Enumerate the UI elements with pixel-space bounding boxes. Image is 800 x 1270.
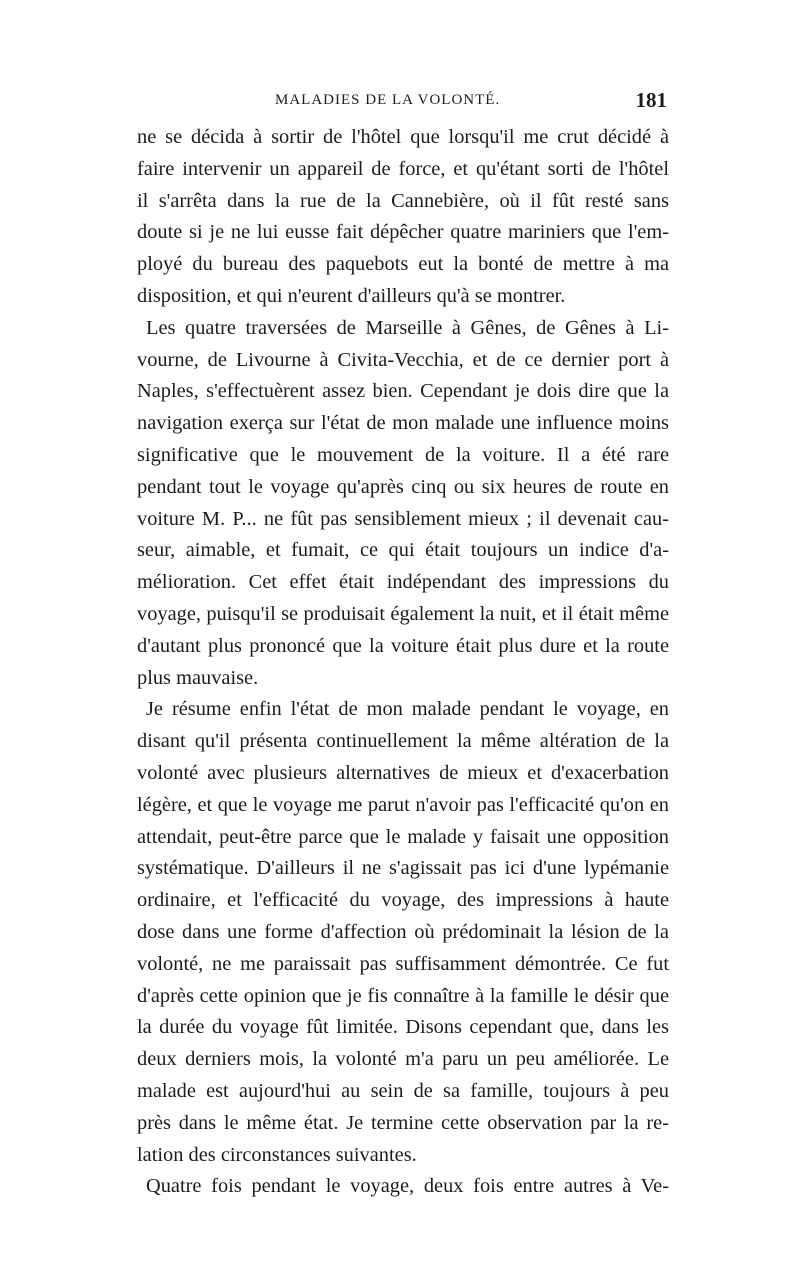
text-line: Les quatre traversées de Marseille à Gênes, de Gênes à Li-: [146, 316, 669, 339]
text-line: navigation exerça sur l'état de mon malade une influence moins: [137, 412, 669, 435]
text-line: d'après cette opinion que je fis connaître à la famille le désir que: [137, 984, 669, 1007]
text-line: près dans le même état. Je termine cette observation par la re-: [137, 1111, 669, 1134]
text-line: voiture M. P... ne fût pas sensiblement mieux ; il devenait cau-: [137, 507, 669, 530]
text-line: deux derniers mois, la volonté m'a paru un peu améliorée. Le: [137, 1048, 669, 1071]
text-line: Je résume enfin l'état de mon malade pendant le voyage, en: [146, 698, 669, 721]
text-line: doute si je ne lui eusse fait dépêcher quatre mariniers que l'em-: [137, 221, 669, 244]
text-line: disant qu'il présenta continuellement la même altération de la: [137, 730, 669, 753]
text-line: d'autant plus prononcé que la voiture était plus dure et la route: [137, 634, 669, 657]
text-line: Quatre fois pendant le voyage, deux fois entre autres à Ve-: [146, 1175, 669, 1198]
text-line: dose dans une forme d'affection où prédominait la lésion de la: [137, 920, 669, 943]
text-line: mélioration. Cet effet était indépendant des impressions du: [137, 571, 669, 594]
text-line: systématique. D'ailleurs il ne s'agissait pas ici d'une lypémanie: [137, 857, 669, 880]
text-line: lation des circonstances suivantes.: [137, 1143, 417, 1166]
text-line: volonté avec plusieurs alternatives de mieux et d'exacerbation: [137, 761, 669, 784]
text-line: malade est aujourd'hui au sein de sa famille, toujours à peu: [137, 1079, 669, 1102]
text-line: seur, aimable, et fumait, ce qui était toujours un indice d'a-: [137, 539, 669, 562]
running-title: MALADIES DE LA VOLONTÉ.: [275, 92, 501, 108]
text-line: attendait, peut-être parce que le malade y faisait une opposition: [137, 825, 669, 848]
text-line: Naples, s'effectuèrent assez bien. Cependant je dois dire que la: [137, 380, 669, 403]
text-line: la durée du voyage fût limitée. Disons cependant que, dans les: [137, 1016, 669, 1039]
text-line: disposition, et qui n'eurent d'ailleurs qu'à se montrer.: [137, 284, 566, 307]
text-line: volonté, ne me paraissait pas suffisamment démontrée. Ce fut: [137, 952, 669, 975]
text-line: faire intervenir un appareil de force, et qu'étant sorti de l'hôtel: [137, 157, 669, 180]
text-line: ne se décida à sortir de l'hôtel que lorsqu'il me crut décidé à: [137, 126, 669, 148]
text-line: ployé du bureau des paquebots eut la bonté de mettre à ma: [137, 253, 669, 276]
page-number: 181: [635, 88, 667, 112]
text-line: voyage, puisqu'il se produisait également la nuit, et il était même: [137, 602, 669, 625]
text-line: légère, et que le voyage me parut n'avoir pas l'efficacité qu'on en: [137, 793, 669, 816]
body-text: [137, 122, 669, 1203]
text-line: il s'arrêta dans la rue de la Cannebière, où il fût resté sans: [137, 189, 669, 212]
text-line: pendant tout le voyage qu'après cinq ou six heures de route en: [137, 475, 669, 498]
running-head: [137, 88, 669, 122]
text-line: ordinaire, et l'efficacité du voyage, des impressions à haute: [137, 889, 669, 912]
text-line: vourne, de Livourne à Civita-Vecchia, et de ce dernier port à: [137, 348, 669, 371]
text-line: plus mauvaise.: [137, 666, 259, 689]
book-page: [137, 88, 669, 1203]
text-line: significative que le mouvement de la voiture. Il a été rare: [137, 443, 669, 466]
